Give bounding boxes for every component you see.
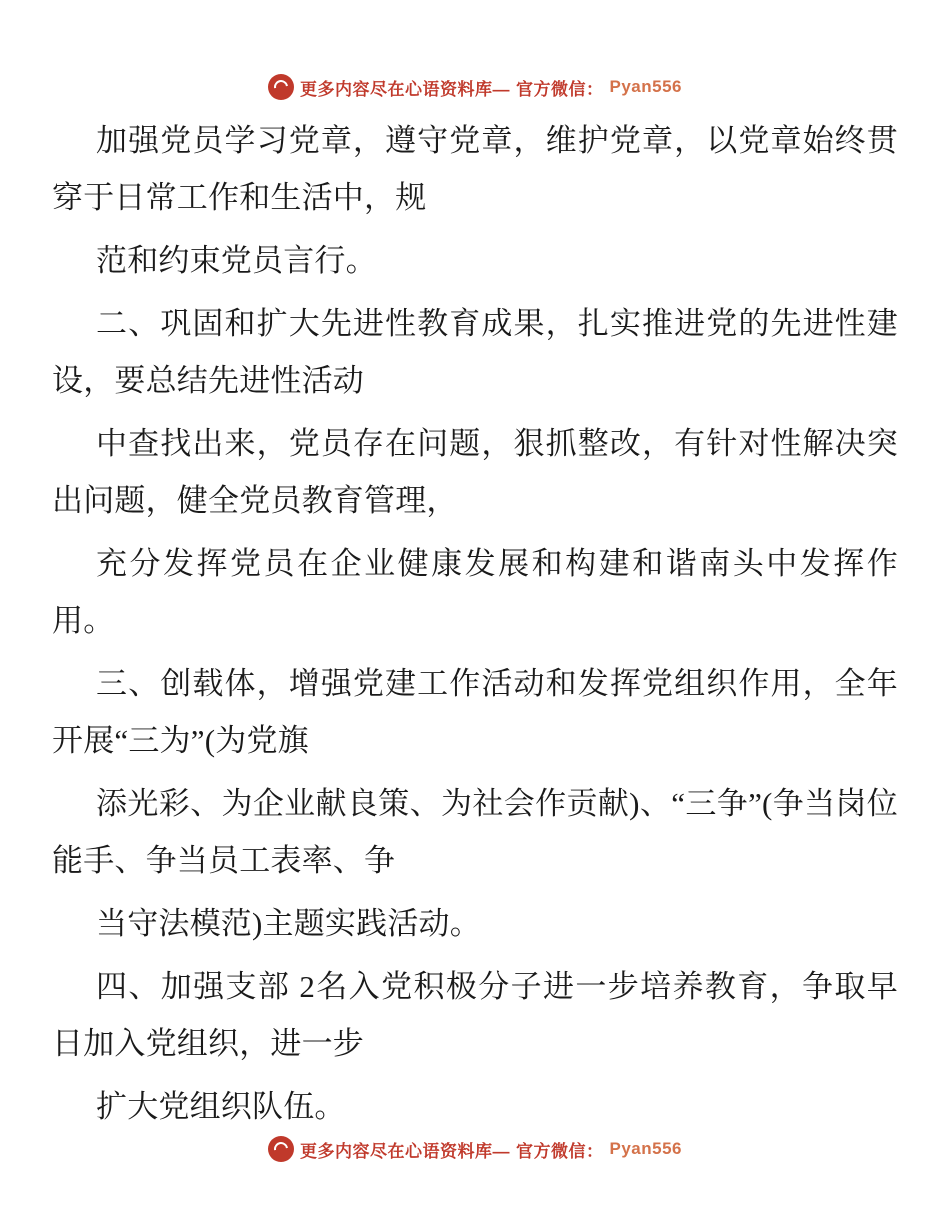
- paragraph: 当守法模范)主题实践活动。: [96, 906, 481, 941]
- paragraph: 二、巩固和扩大先进性教育成果，扎实推进党的先进性建设，要总结先进性活动: [52, 306, 898, 398]
- paragraph: 四、加强支部 2名入党积极分子进一步培养教育，争取早日加入党组织，进一步: [52, 969, 898, 1061]
- paragraph: 三、创载体，增强党建工作活动和发挥党组织作用，全年开展“三为”(为党旗: [52, 666, 898, 758]
- watermark-account-id: Pyan556: [609, 77, 682, 96]
- paragraph: 扩大党组织队伍。: [96, 1089, 346, 1124]
- paragraph: 添光彩、为企业献良策、为社会作贡献)、“三争”(争当岗位能手、争当员工表率、争: [52, 786, 898, 878]
- watermark-banner-top: [0, 74, 950, 100]
- watermark-account-id: Pyan556: [609, 1139, 682, 1158]
- watermark-banner-bottom: [0, 1136, 950, 1162]
- document-body: [52, 112, 898, 1141]
- watermark-main-text: 更多内容尽在心语资料库—: [300, 1141, 510, 1161]
- circle-swoosh-logo-icon: [268, 1136, 294, 1162]
- watermark-sub-text: 官方微信：: [516, 1141, 604, 1161]
- watermark-sub-text: 官方微信：: [516, 79, 604, 99]
- circle-swoosh-logo-icon: [268, 74, 294, 100]
- paragraph: 范和约束党员言行。: [96, 243, 377, 278]
- paragraph: 中查找出来，党员存在问题，狠抓整改，有针对性解决突出问题，健全党员教育管理，: [52, 426, 898, 518]
- paragraph: 充分发挥党员在企业健康发展和构建和谐南头中发挥作用。: [52, 546, 898, 638]
- paragraph: 加强党员学习党章，遵守党章，维护党章，以党章始终贯穿于日常工作和生活中，规: [52, 123, 898, 215]
- watermark-main-text: 更多内容尽在心语资料库—: [300, 79, 510, 99]
